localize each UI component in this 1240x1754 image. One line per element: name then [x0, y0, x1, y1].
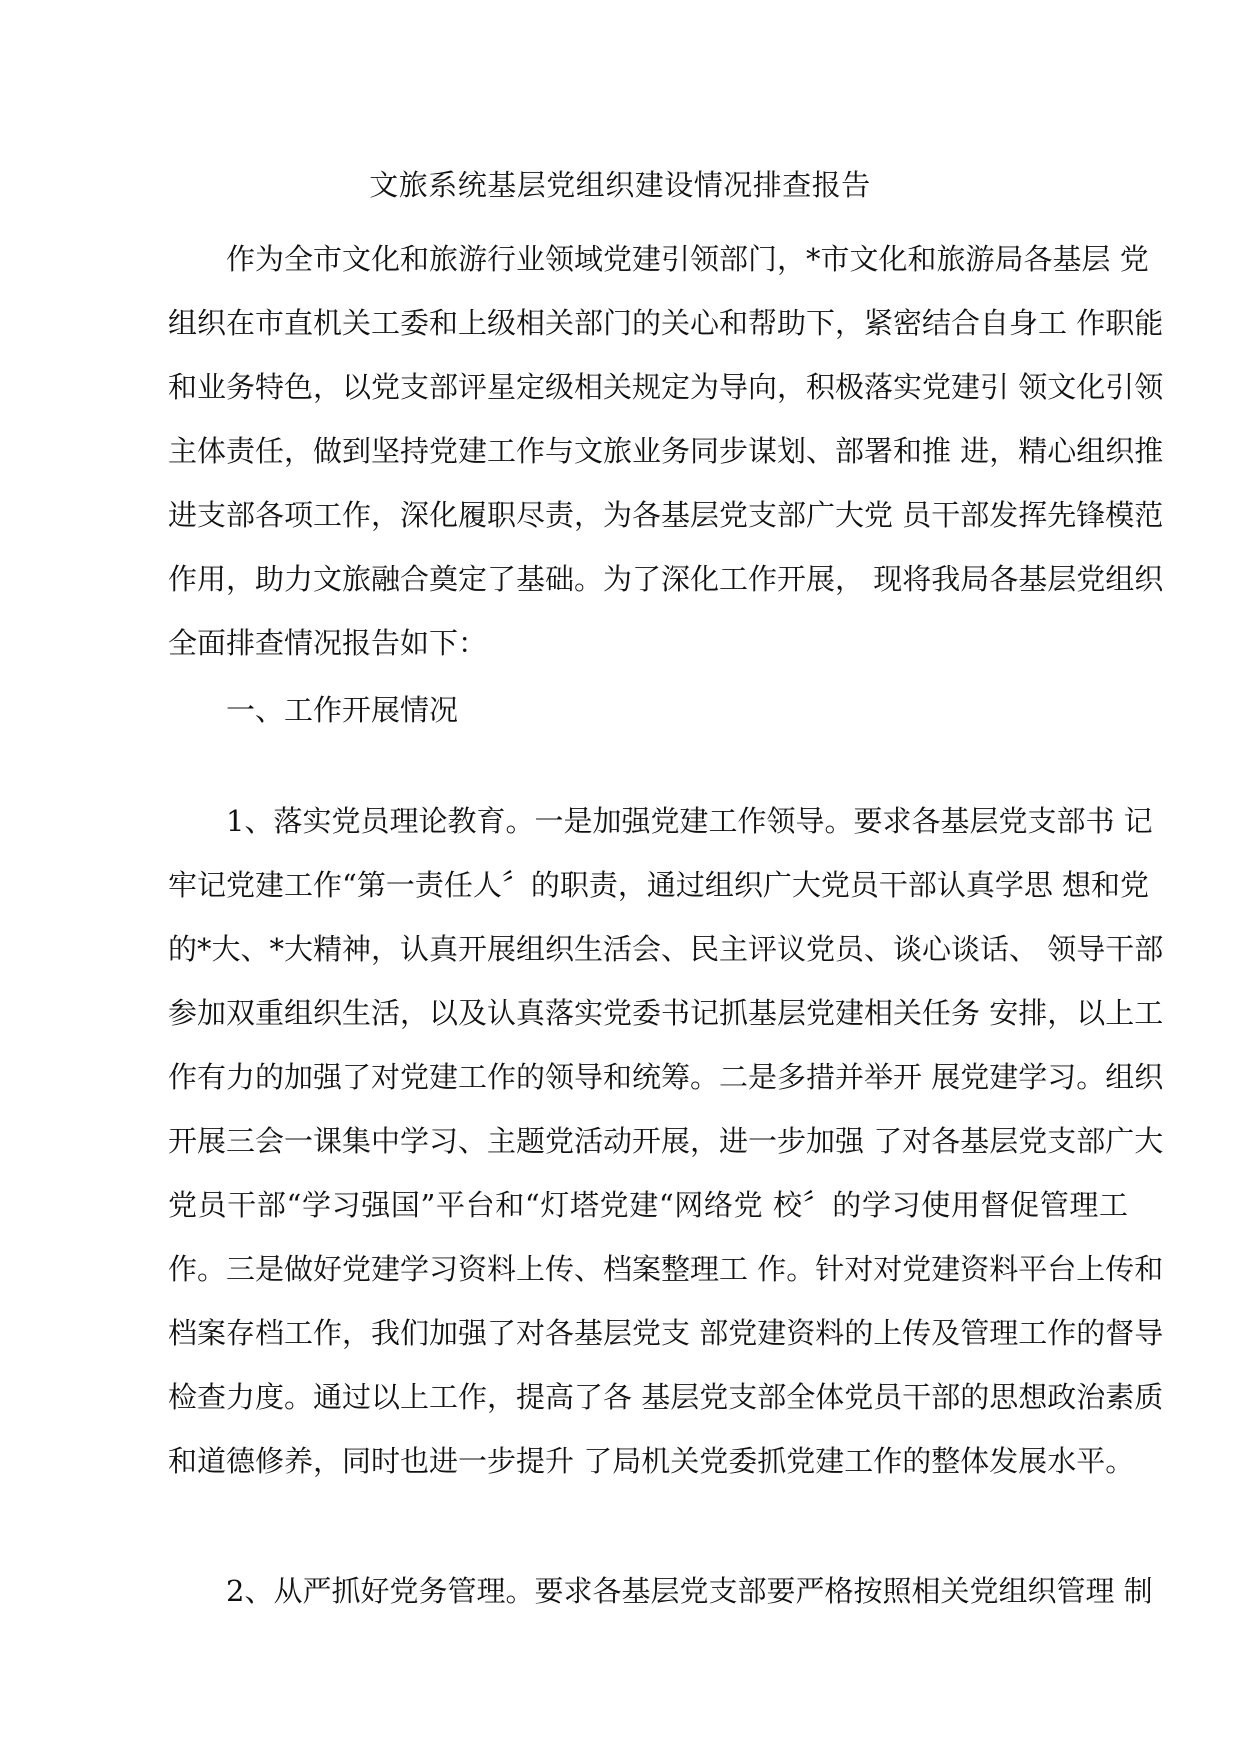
text-line: 组织在市直机关工委和上级相关部门的关心和帮助下，紧密结合自身工 作职能 — [168, 306, 1164, 340]
text-line: 进支部各项工作，深化履职尽责，为各基层党支部广大党 员干部发挥先锋模范 — [168, 498, 1164, 532]
text-line: 主体责任，做到坚持党建工作与文旅业务同步谋划、部署和推 进，精心组织推 — [168, 434, 1164, 468]
paragraph-party-management — [168, 1559, 1153, 1623]
text-line: 作。三是做好党建学习资料上传、档案整理工 作。针对对党建资料平台上传和 — [168, 1252, 1164, 1286]
paragraph-intro — [168, 227, 1164, 675]
text-line: 一、工作开展情况 — [168, 693, 459, 727]
text-line: 2、从严抓好党务管理。要求各基层党支部要严格按照相关党组织管理 制 — [168, 1574, 1153, 1608]
text-line: 党员干部“学习强国”平台和“灯塔党建“网络党 校〞的学习使用督促管理工 — [168, 1188, 1128, 1222]
text-line: 和道德修养，同时也进一步提升 了局机关党委抓党建工作的整体发展水平。 — [168, 1444, 1135, 1478]
text-line: 的*大、*大精神，认真开展组织生活会、民主评议党员、谈心谈话、 领导干部 — [168, 932, 1164, 966]
text-line: 1、落实党员理论教育。一是加强党建工作领导。要求各基层党支部书 记 — [168, 804, 1153, 838]
paragraph-theory-education — [168, 789, 1164, 1493]
document-title: 文旅系统基层党组织建设情况排查报告 — [369, 168, 871, 202]
text-line: 开展三会一课集中学习、主题党活动开展，进一步加强 了对各基层党支部广大 — [168, 1124, 1164, 1158]
text-line: 作用，助力文旅融合奠定了基础。为了深化工作开展， 现将我局各基层党组织 — [168, 562, 1164, 596]
text-line: 检查力度。通过以上工作，提高了各 基层党支部全体党员干部的思想政治素质 — [168, 1380, 1164, 1414]
text-line: 全面排查情况报告如下： — [168, 626, 488, 660]
text-line: 和业务特色，以党支部评星定级相关规定为导向，积极落实党建引 领文化引领 — [168, 370, 1164, 404]
text-line: 档案存档工作，我们加强了对各基层党支 部党建资料的上传及管理工作的督导 — [168, 1316, 1164, 1350]
section-heading-1 — [168, 678, 1128, 742]
text-line: 作为全市文化和旅游行业领域党建引领部门，*市文化和旅游局各基层 党 — [168, 242, 1149, 276]
text-line: 牢记党建工作“第一责任人〞的职责，通过组织广大党员干部认真学思 想和党 — [168, 868, 1150, 902]
text-line: 参加双重组织生活，以及认真落实党委书记抓基层党建相关任务 安排，以上工 — [168, 996, 1164, 1030]
text-line: 作有力的加强了对党建工作的领导和统筹。二是多措并举开 展党建学习。组织 — [168, 1060, 1164, 1094]
